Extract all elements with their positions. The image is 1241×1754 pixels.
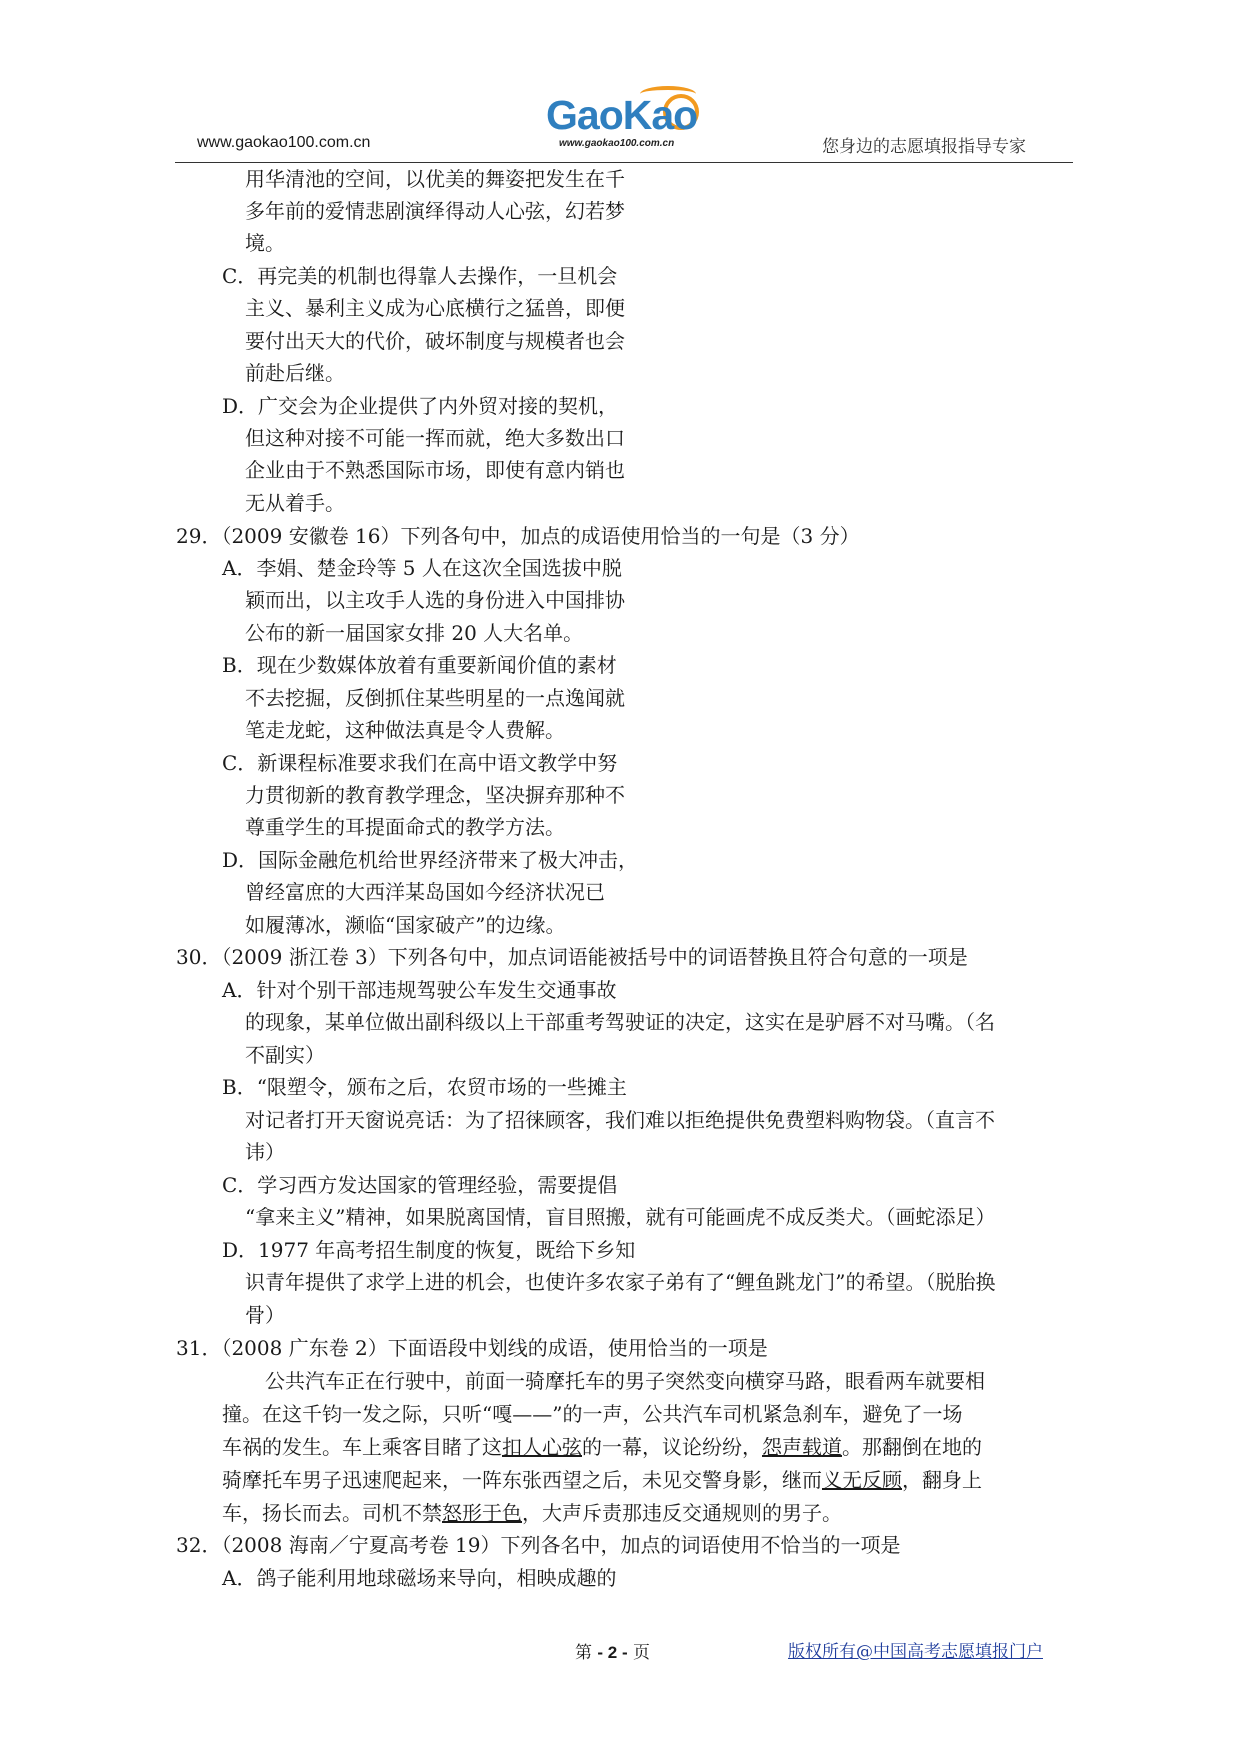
text-span: 。那翻倒在地的 xyxy=(842,1435,982,1459)
text-line: C．再完美的机制也得靠人去操作，一旦机会 xyxy=(222,264,618,288)
header-slogan: 您身边的志愿填报指导专家 xyxy=(822,137,1026,157)
text-span: 骑摩托车男子迅速爬起来，一阵东张西望之后，未见交警身影，继而 xyxy=(222,1468,822,1492)
text-line: 曾经富庶的大西洋某岛国如今经济状况已 xyxy=(245,880,605,904)
text-span: 车祸的发生。车上乘客目睹了这 xyxy=(222,1435,502,1459)
text-line: 企业由于不熟悉国际市场，即使有意内销也 xyxy=(245,458,625,482)
question-31: 31．（2008 广东卷 2）下面语段中划线的成语，使用恰当的一项是 xyxy=(176,1336,768,1360)
text-line: 对记者打开天窗说亮话：为了招徕顾客，我们难以拒绝提供免费塑料购物袋。（直言不 xyxy=(245,1108,995,1132)
underlined-idiom: 怒形于色 xyxy=(442,1501,522,1525)
text-line: C．学习西方发达国家的管理经验，需要提倡 xyxy=(222,1173,618,1197)
text-line: B．“限塑令，颁布之后，农贸市场的一些摊主 xyxy=(222,1075,627,1099)
underlined-idiom: 义无反顾 xyxy=(822,1468,902,1492)
text-line: 无从着手。 xyxy=(245,491,345,515)
text-line: 讳） xyxy=(245,1140,285,1164)
text-line: 不去挖掘，反倒抓住某些明星的一点逸闻就 xyxy=(245,686,625,710)
text-line: A．李娟、楚金玲等 5 人在这次全国选拔中脱 xyxy=(222,556,622,580)
text-line: 识青年提供了求学上进的机会，也使许多农家子弟有了“鲤鱼跳龙门”的希望。（脱胎换 xyxy=(245,1270,996,1294)
text-line xyxy=(222,1434,982,1460)
text-line: D．广交会为企业提供了内外贸对接的契机， xyxy=(222,394,619,418)
copyright-link[interactable]: 版权所有@中国高考志愿填报门户 xyxy=(788,1642,1043,1662)
text-line: D．1977 年高考招生制度的恢复，既给下乡知 xyxy=(222,1238,636,1262)
underlined-idiom: 扣人心弦 xyxy=(502,1435,582,1459)
page-prefix: 第 xyxy=(575,1643,592,1663)
text-line: B．现在少数媒体放着有重要新闻价值的素材 xyxy=(222,653,617,677)
text-line: 撞。在这千钧一发之际，只听“嘎——”的一声，公共汽车司机紧急刹车，避免了一场 xyxy=(222,1402,963,1426)
text-line: 前赴后继。 xyxy=(245,361,345,385)
text-line: A．针对个别干部违规驾驶公车发生交通事故 xyxy=(222,978,617,1002)
text-line: A．鸽子能利用地球磁场来导向，相映成趣的 xyxy=(222,1566,617,1590)
text-line: 主义、暴利主义成为心底横行之猛兽，即便 xyxy=(245,296,625,320)
text-line: 公共汽车正在行驶中，前面一骑摩托车的男子突然变向横穿马路，眼看两车就要相 xyxy=(265,1369,985,1393)
page-suffix: 页 xyxy=(633,1643,651,1663)
logo-url: www.gaokao100.com.cn xyxy=(559,138,675,149)
text-line: C．新课程标准要求我们在高中语文教学中努 xyxy=(222,751,618,775)
text-span: ，大声斥责那违反交通规则的男子。 xyxy=(522,1501,842,1525)
text-line: D．国际金融危机给世界经济带来了极大冲击， xyxy=(222,848,639,872)
underlined-idiom: 怨声载道 xyxy=(762,1435,842,1459)
text-line: 多年前的爱情悲剧演绎得动人心弦，幻若梦 xyxy=(245,199,625,223)
gaokao-logo xyxy=(546,86,706,156)
text-line: 要付出天大的代价，破坏制度与规模者也会 xyxy=(245,329,625,353)
text-line: 颖而出，以主攻手人选的身份进入中国排协 xyxy=(245,588,625,612)
text-line: 如履薄冰，濒临“国家破产”的边缘。 xyxy=(245,913,566,937)
text-line: 但这种对接不可能一挥而就，绝大多数出口 xyxy=(245,426,625,450)
text-line: 力贯彻新的教育教学理念，坚决摒弃那种不 xyxy=(245,783,625,807)
text-span: 车，扬长而去。司机不禁 xyxy=(222,1501,442,1525)
text-span: ，翻身上 xyxy=(902,1468,982,1492)
text-line: “拿来主义”精神，如果脱离国情，盲目照搬，就有可能画虎不成反类犬。（画蛇添足） xyxy=(245,1205,996,1229)
header-divider xyxy=(175,162,1073,163)
text-line: 骨） xyxy=(245,1303,285,1327)
page-number-value: - 2 - xyxy=(597,1643,628,1662)
logo-text: GaoKao xyxy=(546,92,698,138)
text-line: 用华清池的空间，以优美的舞姿把发生在千 xyxy=(245,167,625,191)
text-span: 的一幕，议论纷纷， xyxy=(582,1435,762,1459)
text-line xyxy=(222,1500,842,1526)
page-number xyxy=(575,1638,650,1663)
header-site-url: www.gaokao100.com.cn xyxy=(197,134,371,151)
text-line: 笔走龙蛇，这种做法真是令人费解。 xyxy=(245,718,565,742)
text-line: 境。 xyxy=(245,231,285,255)
text-line: 公布的新一届国家女排 20 人大名单。 xyxy=(245,621,584,645)
text-line: 不副实） xyxy=(245,1043,325,1067)
text-line: 尊重学生的耳提面命式的教学方法。 xyxy=(245,815,565,839)
text-line: 的现象，某单位做出副科级以上干部重考驾驶证的决定，这实在是驴唇不对马嘴。（名 xyxy=(245,1010,995,1034)
question-29: 29．（2009 安徽卷 16）下列各句中，加点的成语使用恰当的一句是（3 分） xyxy=(176,524,860,548)
text-line xyxy=(222,1467,982,1493)
question-30: 30．（2009 浙江卷 3）下列各句中，加点词语能被括号中的词语替换且符合句意的一项是 xyxy=(176,945,968,969)
question-32: 32．（2008 海南／宁夏高考卷 19）下列各名中，加点的词语使用不恰当的一项是 xyxy=(176,1533,901,1557)
